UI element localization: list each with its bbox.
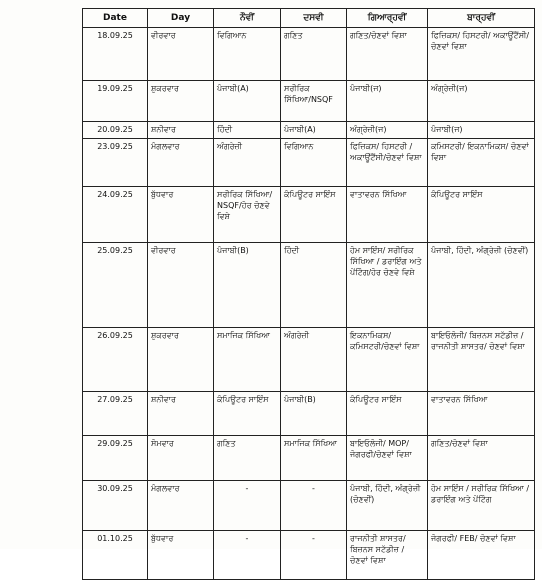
class-9-subject: ਹਿੰਦੀ <box>214 122 281 139</box>
class-10-subject: ਸਰੀਰਿਕ ਸਿੱਖਿਆ/NSQF <box>281 81 347 122</box>
table-row <box>83 436 535 481</box>
class-10-subject: - <box>281 531 347 580</box>
table-row <box>83 187 535 243</box>
header-class-10: ਦਸਵੀ <box>281 9 347 28</box>
day-cell: ਮੰਗਲਵਾਰ <box>148 481 214 531</box>
table-row <box>83 392 535 436</box>
date-cell: 18.09.25 <box>83 28 148 81</box>
table-header-row <box>83 9 535 28</box>
day-cell: ਬੁੱਧਵਾਰ <box>148 187 214 243</box>
date-cell: 23.09.25 <box>83 139 148 187</box>
class-11-subject: ਰਾਜਨੀਤੀ ਸ਼ਾਸਤਰ/ ਬਿਜ਼ਨਸ ਸਟੱਡੀਜ਼ / ਚੋਣਵਾਂ ਵਿਸ਼ਾ <box>347 531 428 580</box>
date-cell: 01.10.25 <box>83 531 148 580</box>
class-11-subject: ਵਾਤਾਵਰਨ ਸਿੱਖਿਆ <box>347 187 428 243</box>
day-cell: ਬੁੱਧਵਾਰ <box>148 531 214 580</box>
class-11-subject: ਗਣਿਤ/ਚੋਣਵਾਂ ਵਿਸ਼ਾ <box>347 28 428 81</box>
date-cell: 30.09.25 <box>83 481 148 531</box>
class-9-subject: ਗਣਿਤ <box>214 436 281 481</box>
class-10-subject: ਸਮਾਜਿਕ ਸਿੱਖਿਆ <box>281 436 347 481</box>
header-class-11: ਗਿਆਰ੍ਹਵੀਂ <box>347 9 428 28</box>
date-cell: 25.09.25 <box>83 243 148 328</box>
class-11-subject: ਕੰਪਿਊਟਰ ਸਾਇੰਸ <box>347 392 428 436</box>
table-row <box>83 122 535 139</box>
class-12-subject: ਗਣਿਤ/ਚੋਣਵਾਂ ਵਿਸ਼ਾ <box>428 436 535 481</box>
table-row <box>83 243 535 328</box>
class-10-subject: ਅੰਗਰੇਜ਼ੀ <box>281 328 347 392</box>
date-cell: 19.09.25 <box>83 81 148 122</box>
class-12-subject: ਹੋਮ ਸਾਇੰਸ / ਸਰੀਰਿਕ ਸਿੱਖਿਆ / ਡਰਾਇੰਗ ਅਤੇ ਪੇਂਟਿੰਗ <box>428 481 535 531</box>
day-cell: ਸੋਮਵਾਰ <box>148 436 214 481</box>
class-10-subject: ਹਿੰਦੀ <box>281 243 347 328</box>
date-cell: 24.09.25 <box>83 187 148 243</box>
class-9-subject: ਵਿਗਿਆਨ <box>214 28 281 81</box>
class-12-subject: ਪੰਜਾਬੀ(ਜ) <box>428 122 535 139</box>
day-cell: ਸ਼ੁਕਰਵਾਰ <box>148 81 214 122</box>
class-9-subject: ਪੰਜਾਬੀ(B) <box>214 243 281 328</box>
date-cell: 29.09.25 <box>83 436 148 481</box>
table-row <box>83 481 535 531</box>
table-row <box>83 328 535 392</box>
day-cell: ਮੰਗਲਵਾਰ <box>148 139 214 187</box>
date-cell: 26.09.25 <box>83 328 148 392</box>
header-day: Day <box>148 9 214 28</box>
class-10-subject: - <box>281 481 347 531</box>
class-12-subject: ਵਾਤਾਵਰਨ ਸਿੱਖਿਆ <box>428 392 535 436</box>
header-class-12: ਬਾਰ੍ਹਵੀਂ <box>428 9 535 28</box>
class-10-subject: ਵਿਗਿਆਨ <box>281 139 347 187</box>
class-9-subject: ਪੰਜਾਬੀ(A) <box>214 81 281 122</box>
day-cell: ਸ਼ਨੀਵਾਰ <box>148 392 214 436</box>
day-cell: ਸ਼ਨੀਵਾਰ <box>148 122 214 139</box>
class-10-subject: ਗਣਿਤ <box>281 28 347 81</box>
table-row <box>83 139 535 187</box>
class-11-subject: ਫਿਜ਼ਿਕਸ/ ਹਿਸਟਰੀ / ਅਕਾਊਂਟੈਂਸੀ/ਚੋਣਵਾਂ ਵਿਸ਼ਾ <box>347 139 428 187</box>
class-9-subject: ਸਮਾਜਿਕ ਸਿੱਖਿਆ <box>214 328 281 392</box>
class-12-subject: ਕਮਿਸਟਰੀ/ ਇਕਨਾਮਿਕਸ/ ਚੋਣਵਾਂ ਵਿਸ਼ਾ <box>428 139 535 187</box>
table-row <box>83 28 535 81</box>
date-cell: 27.09.25 <box>83 392 148 436</box>
class-12-subject: ਜੋਗਰਫੀ/ FEB/ ਚੋਣਵਾਂ ਵਿਸ਼ਾ <box>428 531 535 580</box>
class-11-subject: ਇਕਨਾਮਿਕਸ/ ਕਮਿਸਟਰੀ/ਚੋਣਵਾਂ ਵਿਸ਼ਾ <box>347 328 428 392</box>
class-9-subject: - <box>214 531 281 580</box>
day-cell: ਵੀਰਵਾਰ <box>148 243 214 328</box>
class-10-subject: ਪੰਜਾਬੀ(B) <box>281 392 347 436</box>
class-12-subject: ਅੰਗ੍ਰੇਜ਼ੀ(ਜ) <box>428 81 535 122</box>
class-12-subject: ਫਿਜ਼ਿਕਸ/ ਹਿਸਟਰੀ/ ਅਕਾਊਂਟੈਂਸੀ/ ਚੋਣਵਾਂ ਵਿਸ਼ਾ <box>428 28 535 81</box>
class-11-subject: ਪੰਜਾਬੀ, ਹਿੰਦੀ, ਅੰਗ੍ਰੇਜ਼ੀ (ਚੋਣਵੀਂ) <box>347 481 428 531</box>
class-11-subject: ਬਾਇਓਲੋਜੀ/ MOP/ ਜੋਗਰਫੀ/ਚੋਣਵਾਂ ਵਿਸ਼ਾ <box>347 436 428 481</box>
class-10-subject: ਕੰਪਿਊਟਰ ਸਾਇੰਸ <box>281 187 347 243</box>
class-9-subject: - <box>214 481 281 531</box>
class-9-subject: ਕੰਪਿਊਟਰ ਸਾਇੰਸ <box>214 392 281 436</box>
table-row <box>83 81 535 122</box>
day-cell: ਸ਼ੁਕਰਵਾਰ <box>148 328 214 392</box>
date-cell: 20.09.25 <box>83 122 148 139</box>
header-date: Date <box>83 9 148 28</box>
table-row <box>83 531 535 580</box>
class-12-subject: ਬਾਇਓਲੋਜੀ/ ਬਿਜ਼ਨਸ ਸਟੱਡੀਜ਼ / ਰਾਜਨੀਤੀ ਸ਼ਾਸਤਰ/ ਚੋਣਵਾਂ ਵਿਸ਼ਾ <box>428 328 535 392</box>
class-9-subject: ਅੰਗਰੇਜ਼ੀ <box>214 139 281 187</box>
class-11-subject: ਅੰਗ੍ਰੇਜ਼ੀ(ਜ) <box>347 122 428 139</box>
class-9-subject: ਸਰੀਰਿਕ ਸਿੱਖਿਆ/ NSQF/ਹੋਰ ਚੋਣਵੇ ਵਿਸ਼ੇ <box>214 187 281 243</box>
day-cell: ਵੀਰਵਾਰ <box>148 28 214 81</box>
header-class-9: ਨੌਵੀਂ <box>214 9 281 28</box>
class-12-subject: ਪੰਜਾਬੀ, ਹਿੰਦੀ, ਅੰਗ੍ਰੇਜ਼ੀ (ਚੋਣਵੀਂ) <box>428 243 535 328</box>
class-11-subject: ਹੋਮ ਸਾਇੰਸ/ ਸਰੀਰਿਕ ਸਿੱਖਿਆ / ਡਰਾਇੰਗ ਅਤੇ ਪੇਂਟਿੰਗ/ਹੋਰ ਚੋਣਵੇ ਵਿਸ਼ੇ <box>347 243 428 328</box>
class-11-subject: ਪੰਜਾਬੀ(ਜ) <box>347 81 428 122</box>
exam-date-sheet-table <box>82 8 535 580</box>
class-10-subject: ਪੰਜਾਬੀ(A) <box>281 122 347 139</box>
class-12-subject: ਕੰਪਿਊਟਰ ਸਾਇੰਸ <box>428 187 535 243</box>
